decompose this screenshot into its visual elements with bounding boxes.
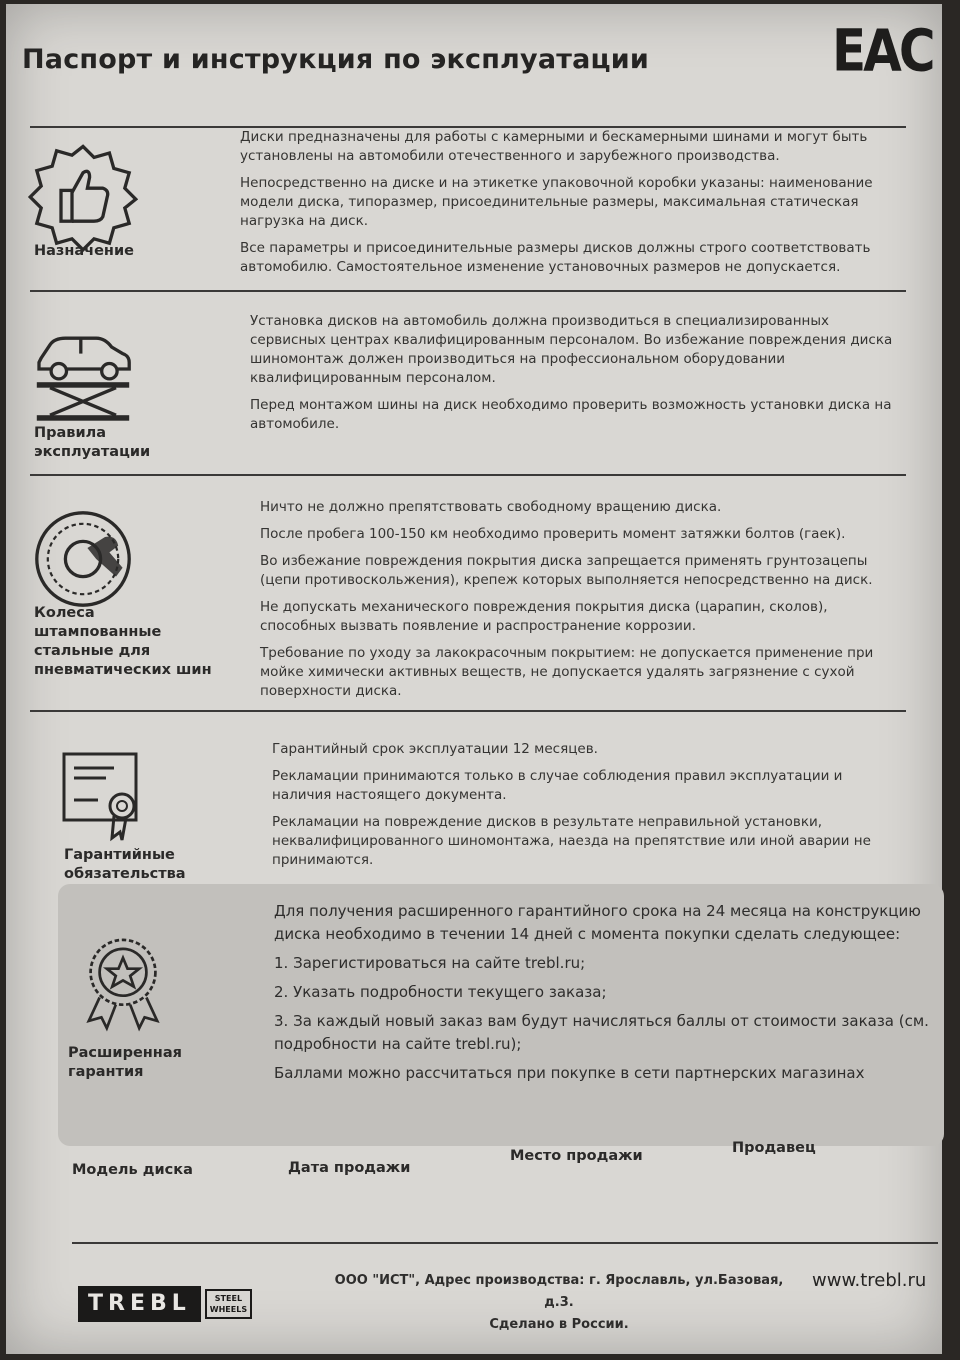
document-sheet [6, 4, 942, 1354]
logo-sub-line: STEEL [214, 1294, 243, 1303]
logo-sub-line: WHEELS [209, 1305, 248, 1314]
section-label: Гарантийные обязательства [64, 847, 186, 882]
section-label: Назначение [34, 243, 134, 259]
paragraph: Требование по уходу за лакокрасочным покрытием: не допускается применение при мойке химически активных веществ, не допускается удалять загрязнение с сухой поверхности диска. [260, 645, 874, 699]
company-address: ООО "ИСТ", Адрес производства: г. Ярославль, ул.Базовая, д.3. [334, 1273, 784, 1310]
extended-step: 2. Указать подробности текущего заказа; [274, 983, 607, 1001]
extended-step: 1. Зарегистироваться на сайте trebl.ru; [274, 954, 586, 972]
paragraph: Диски предназначены для работы с камерными и бескамерными шинами и могут быть установлены на автомобили отечественного и зарубежного производства. [240, 129, 868, 164]
divider [30, 290, 906, 292]
section-text [240, 128, 890, 285]
logo-subtitle [205, 1289, 252, 1319]
trebl-logo [78, 1284, 288, 1324]
wheel-wrench-icon [28, 504, 138, 614]
eac-mark: EAC [832, 17, 933, 85]
section-label: Колеса штампованные стальные для пневматических шин [34, 605, 212, 678]
section-text [260, 498, 900, 709]
paragraph: Все параметры и присоединительные размеры дисков должны строго соответствовать автомобилю. Самостоятельное изменение установочных размеров не допускается. [240, 240, 871, 275]
certificate-icon [56, 748, 156, 848]
section-label: Правила эксплуатации [34, 425, 151, 460]
website-link[interactable]: www.trebl.ru [812, 1270, 927, 1291]
thumbs-up-badge-icon [28, 142, 138, 252]
divider [30, 474, 906, 476]
divider [72, 1242, 938, 1244]
extended-step: 3. За каждый новый заказ вам будут начисляться баллы от стоимости заказа (см. подробности на сайте trebl.ru); [274, 1012, 929, 1053]
paragraph: Установка дисков на автомобиль должна производиться в специализированных сервисных центрах квалифицированным персоналом. Во избежание повреждения диска шиномонтаж должен производиться на профессиональном оборудовании квалифицированным персоналом. [250, 313, 893, 386]
paragraph: Не допускать механического повреждения покрытия диска (царапин, сколов), способных вызвать появление и распространение коррозии. [260, 599, 828, 634]
made-in: Сделано в России. [489, 1317, 629, 1332]
extended-intro: Для получения расширенного гарантийного срока на 24 месяца на конструкцию диска необходимо в течении 14 дней с момента покупки сделать следующее: [274, 902, 921, 943]
car-lift-icon [28, 314, 138, 424]
paragraph: Рекламации на повреждение дисков в результате неправильной установки, неквалифицированного шиномонтажа, наезда на препятствие или иной аварии не принимаются. [272, 814, 871, 868]
paragraph: Перед монтажом шины на диск необходимо проверить возможность установки диска на автомобиле. [250, 397, 892, 432]
star-medal-icon [78, 934, 168, 1034]
extended-text [274, 900, 934, 1091]
section-text [250, 312, 900, 442]
paragraph: Гарантийный срок эксплуатации 12 месяцев. [272, 741, 598, 757]
paragraph: Рекламации принимаются только в случае соблюдения правил эксплуатации и наличия настоящего документа. [272, 768, 843, 803]
section-text [272, 740, 902, 878]
paragraph: Непосредственно на диске и на этикетке упаковочной коробки указаны: наименование модели диска, типоразмер, присоединительные размеры, максимальная статическая нагрузка на диск. [240, 175, 873, 229]
extended-note: Баллами можно рассчитаться при покупке в сети партнерских магазинах [274, 1064, 865, 1082]
paragraph: Во избежание повреждения покрытия диска запрещается применять грунтозацепы (цепи противоскольжения), крепеж которых выполняется непосредственно на диск. [260, 553, 873, 588]
field-model-label: Модель диска [72, 1162, 193, 1178]
company-info [324, 1270, 794, 1336]
divider [30, 710, 906, 712]
field-seller-label: Продавец [732, 1140, 816, 1156]
logo-wordmark: TREBL [78, 1286, 201, 1322]
field-place-label: Место продажи [510, 1148, 643, 1164]
field-date-label: Дата продажи [288, 1160, 411, 1176]
extended-label: Расширенная гарантия [68, 1045, 182, 1080]
page-title: Паспорт и инструкция по эксплуатации [22, 44, 649, 75]
paragraph: После пробега 100-150 км необходимо проверить момент затяжки болтов (гаек). [260, 526, 846, 542]
paragraph: Ничто не должно препятствовать свободному вращению диска. [260, 499, 722, 515]
